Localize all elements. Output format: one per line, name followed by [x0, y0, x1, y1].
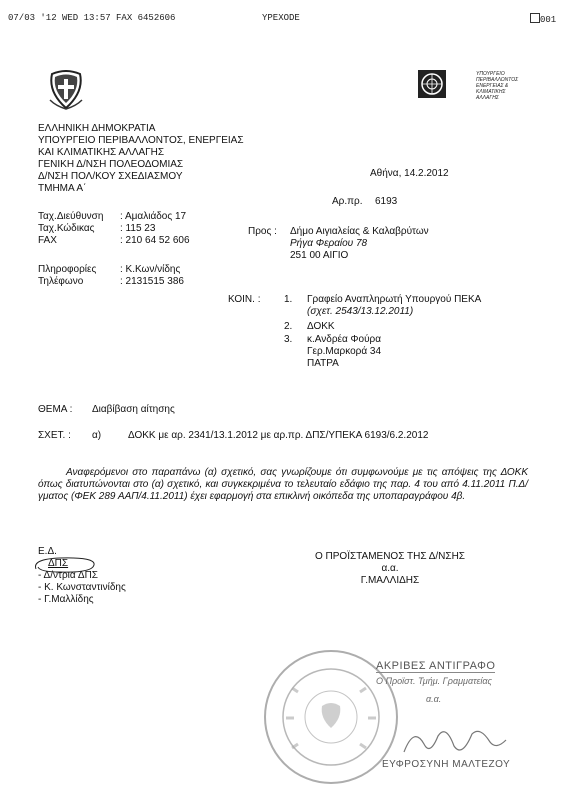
issuer-department: ΤΜΗΜΑ Α΄ — [38, 183, 87, 194]
issuer-line: ΚΑΙ ΚΛΙΜΑΤΙΚΗΣ ΑΛΛΑΓΗΣ — [38, 147, 165, 158]
fax-value: : 210 64 52 606 — [120, 235, 190, 246]
handwritten-signature — [400, 722, 510, 762]
fax-header-sender: ΥΡΕΧΟDΕ — [262, 13, 300, 23]
contact-block — [38, 211, 190, 288]
certified-copy-title: ΑΚΡΙΒΕΣ ΑΝΤΙΓΡΑΦΟ — [376, 660, 496, 672]
coat-of-arms-emblem — [48, 70, 84, 110]
internal-line: ΔΠΣ — [48, 558, 69, 569]
logo-text-line: ΕΝΕΡΓΕΙΑΣ & — [476, 83, 509, 89]
cc-item-2: ΔΟΚΚ — [307, 321, 335, 332]
issuer-block — [38, 123, 244, 195]
issuer-line: ΕΛΛΗΝΙΚΗ ΔΗΜΟΚΡΑΤΙΑ — [38, 123, 156, 134]
certified-copy-stamp — [376, 660, 495, 704]
certified-copy-subtitle: Ο Προϊστ. Τμήμ. Γραμματείας — [376, 676, 492, 686]
recipient-line: 251 00 ΑΙΓΙΟ — [290, 250, 349, 261]
ministry-logo-text — [476, 71, 518, 101]
cc-item-3 — [307, 334, 381, 370]
handwritten-circle — [30, 555, 100, 575]
internal-line: - Δ/ντρια ΔΠΣ — [38, 570, 98, 581]
internal-line: - Κ. Κωνσταντινίδης — [38, 582, 126, 593]
cc-item-line: ΠΑΤΡΑ — [307, 358, 339, 369]
cc-item-line: (σχετ. 2543/13.12.2011) — [307, 306, 414, 317]
address-value: : Αμαλιάδος 17 — [120, 211, 187, 222]
date-line: Αθήνα, 14.2.2012 — [370, 168, 449, 179]
certified-copy-name: ΕΥΦΡΟΣΥΝΗ ΜΑΛΤΕΖΟΥ — [382, 759, 511, 770]
cc-item-line: Γερ.Μαρκορά 34 — [307, 346, 382, 357]
signature-title: Ο ΠΡΟΪΣΤΑΜΕΝΟΣ ΤΗΣ Δ/ΝΣΗΣ — [314, 551, 465, 562]
logo-text-line: ΚΛΙΜΑΤΙΚΗΣ — [476, 89, 506, 95]
cc-number-3: 3. — [284, 334, 293, 345]
ministry-logo-icon — [418, 70, 446, 98]
internal-label: Ε.Δ. — [38, 546, 57, 557]
protocol-label: Αρ.πρ. — [332, 196, 363, 207]
fax-page-number: 001 — [540, 15, 557, 25]
subject-label: ΘΕΜΑ : — [38, 404, 73, 415]
recipient-label: Προς : — [248, 226, 277, 237]
checkbox-icon — [530, 13, 540, 23]
cc-label: ΚΟΙΝ. : — [228, 294, 261, 305]
signature-name: Γ.ΜΑΛΛΙΔΗΣ — [360, 575, 420, 586]
address-label: Ταχ.Διεύθυνση — [38, 211, 104, 222]
internal-line: - Γ.Μαλλίδης — [38, 594, 94, 605]
info-label: Πληροφορίες — [38, 264, 97, 275]
postcode-value: : 115 23 — [120, 223, 156, 234]
info-value: : Κ.Κων/νίδης — [120, 264, 181, 275]
phone-label: Τηλέφωνο — [38, 276, 84, 287]
certified-copy-on-behalf: α.α. — [426, 694, 442, 704]
postcode-label: Ταχ.Κώδικας — [38, 223, 95, 234]
recipient-line: Δήμο Αιγιαλείας & Καλαβρύτων — [290, 226, 429, 237]
recipient-block — [290, 226, 429, 262]
recipient-line: Ρήγα Φεραίου 78 — [290, 238, 368, 249]
issuer-line: ΥΠΟΥΡΓΕΙΟ ΠΕΡΙΒΑΛΛΟΝΤΟΣ, ΕΝΕΡΓΕΙΑΣ — [38, 135, 244, 146]
logo-text-line: ΑΛΛΑΓΗΣ — [476, 95, 499, 101]
logo-text-line: ΥΠΟΥΡΓΕΙΟ — [476, 71, 505, 77]
body-paragraph: Αναφερόμενοι στο παραπάνω (α) σχετικό, σας γνωρίζουμε ότι συμφωνούμε με τις απόψεις της ΔΟΚΚ όπως διατυπώνονται στο (α) σχετικό, και συγκεκριμένα το τελευταίο εδάφιο της παρ. 4 του από 4.11.2011 Π.Δ/γματος (ΦΕΚ 289 ΑΑΠ/4.11.2011) έχει εφαρμογή στα επικλινή οικόπεδα της υποπαραγράφου 4β. — [38, 467, 528, 502]
logo-text-line: ΠΕΡΙΒΑΛΛΟΝΤΟΣ — [476, 77, 519, 83]
subject-value: Διαβίβαση αίτησης — [92, 404, 175, 415]
fax-header-datetime: 07/03 '12 WED 13:57 FAX 6452606 — [8, 13, 176, 23]
phone-value: : 2131515 386 — [120, 276, 184, 287]
issuer-line: ΓΕΝΙΚΗ Δ/ΝΣΗ ΠΟΛΕΟΔΟΜΙΑΣ — [38, 159, 184, 170]
reference-letter: α) — [92, 430, 102, 441]
protocol-number: 6193 — [375, 196, 398, 207]
reference-value: ΔΟΚΚ με αρ. 2341/13.1.2012 με αρ.πρ. ΔΠΣ/ΥΠΕΚΑ 6193/6.2.2012 — [128, 430, 429, 441]
fax-page-box — [530, 13, 556, 25]
cc-number-1: 1. — [284, 294, 293, 305]
signature-block — [290, 551, 490, 587]
cc-item-line: κ.Ανδρέα Φούρα — [307, 334, 382, 345]
cc-number-2: 2. — [284, 321, 293, 332]
cc-item-line: Γραφείο Αναπληρωτή Υπουργού ΠΕΚΑ — [307, 294, 482, 305]
reference-label: ΣΧΕΤ. : — [38, 430, 71, 441]
fax-label: FAX — [38, 235, 57, 246]
signature-on-behalf: α.α. — [381, 563, 399, 574]
issuer-line: Δ/ΝΣΗ ΠΟΛ/ΚΟΥ ΣΧΕΔΙΑΣΜΟΥ — [38, 171, 183, 182]
cc-item-1 — [307, 294, 481, 318]
